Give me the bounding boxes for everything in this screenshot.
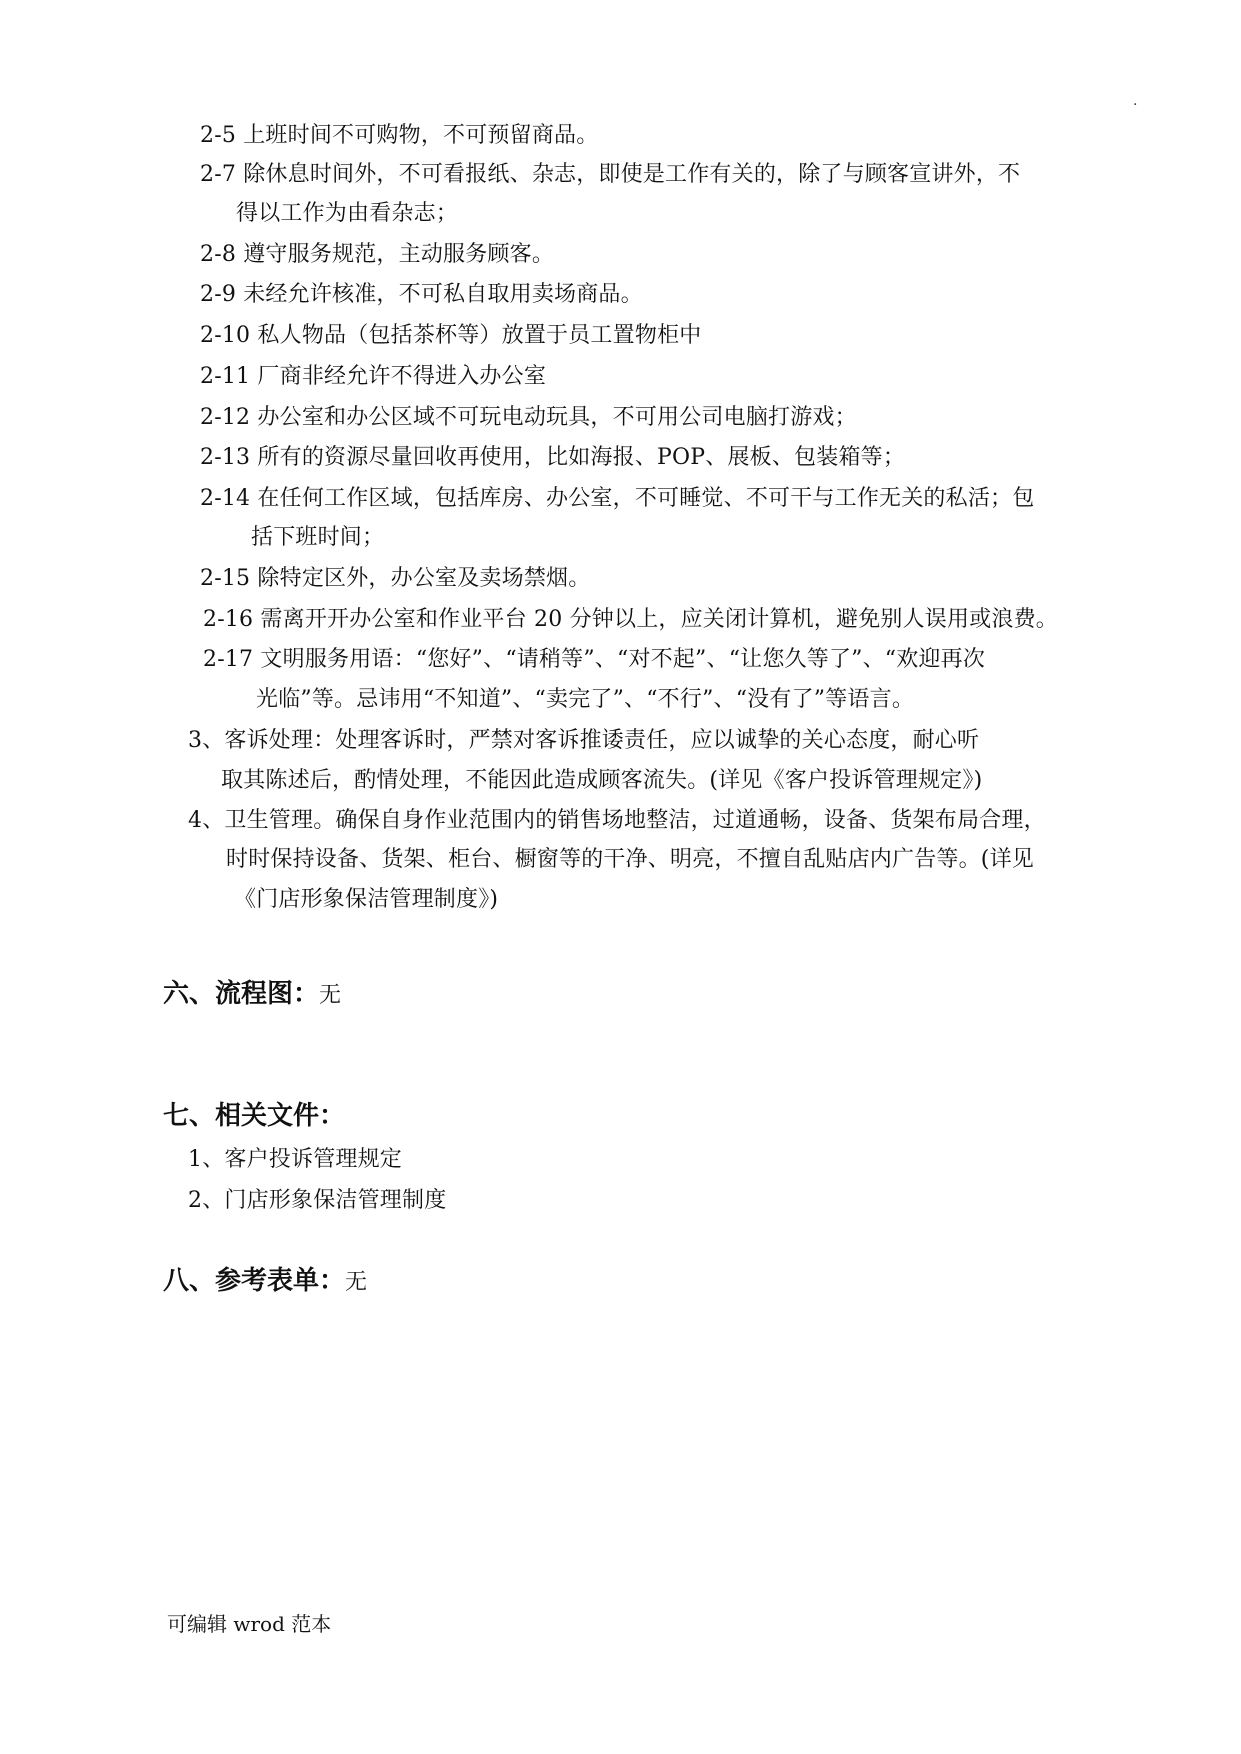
- related-file-1: 1、客户投诉管理规定: [188, 1147, 402, 1172]
- rule-2-13: 2-13 所有的资源尽量回收再使用，比如海报、POP、展板、包装箱等；: [200, 445, 906, 470]
- item-complaint-handling-continued: 取其陈述后，酌情处理，不能因此造成顾客流失。(详见《客户投诉管理规定》): [221, 768, 983, 793]
- rule-2-10: 2-10 私人物品（包括茶杯等）放置于员工置物柜中: [200, 323, 702, 348]
- rule-2-14-continued: 括下班时间；: [251, 525, 385, 550]
- rule-2-5: 2-5 上班时间不可购物，不可预留商品。: [200, 123, 599, 148]
- related-file-2: 2、门店形象保洁管理制度: [188, 1188, 447, 1213]
- section-6-heading: [163, 977, 341, 1013]
- rule-2-11: 2-11 厂商非经允许不得进入办公室: [200, 364, 547, 389]
- footer-note: 可编辑 wrod 范本: [167, 1612, 332, 1636]
- rule-2-14: 2-14 在任何工作区域，包括库房、办公室，不可睡觉、不可干与工作无关的私活；包: [200, 486, 1035, 511]
- item-complaint-handling: 3、客诉处理：处理客诉时，严禁对客诉推诿责任，应以诚挚的关心态度，耐心听: [188, 728, 980, 753]
- section-8-heading: [163, 1264, 367, 1300]
- section-6-value: 无: [319, 983, 342, 1008]
- rule-2-15: 2-15 除特定区外，办公室及卖场禁烟。: [200, 566, 591, 591]
- header-mark: .: [1133, 93, 1138, 109]
- item-hygiene-management-reference: 《门店形象保洁管理制度》): [234, 887, 499, 912]
- item-hygiene-management: 4、卫生管理。确保自身作业范围内的销售场地整洁，过道通畅，设备、货架布局合理，: [188, 808, 1046, 833]
- rule-2-12: 2-12 办公室和办公区域不可玩电动玩具，不可用公司电脑打游戏；: [200, 405, 857, 430]
- item-hygiene-management-continued: 时时保持设备、货架、柜台、橱窗等的干净、明亮，不擅自乱贴店内广告等。(详见: [226, 847, 1034, 872]
- section-7-heading: [163, 1099, 345, 1133]
- rule-2-7-continued: 得以工作为由看杂志；: [236, 201, 459, 226]
- rule-2-17-continued: 光临”等。忌讳用“不知道”、“卖完了”、“不行”、“没有了”等语言。: [256, 687, 915, 712]
- rule-2-9: 2-9 未经允许核准，不可私自取用卖场商品。: [200, 282, 643, 307]
- section-7-title: 七、相关文件：: [163, 1101, 346, 1131]
- section-6-title: 六、流程图：: [163, 979, 320, 1009]
- rule-2-8: 2-8 遵守服务规范，主动服务顾客。: [200, 242, 555, 267]
- rule-2-16: 2-16 需离开开办公室和作业平台 20 分钟以上，应关闭计算机，避免别人误用或浪费。: [203, 607, 1059, 632]
- section-8-value: 无: [345, 1270, 368, 1295]
- rule-2-17: 2-17 文明服务用语：“您好”、“请稍等”、“对不起”、“让您久等了”、“欢迎再次: [203, 647, 986, 672]
- rule-2-7: 2-7 除休息时间外，不可看报纸、杂志，即使是工作有关的，除了与顾客宣讲外，不: [200, 162, 1021, 187]
- section-8-title: 八、参考表单：: [163, 1266, 346, 1296]
